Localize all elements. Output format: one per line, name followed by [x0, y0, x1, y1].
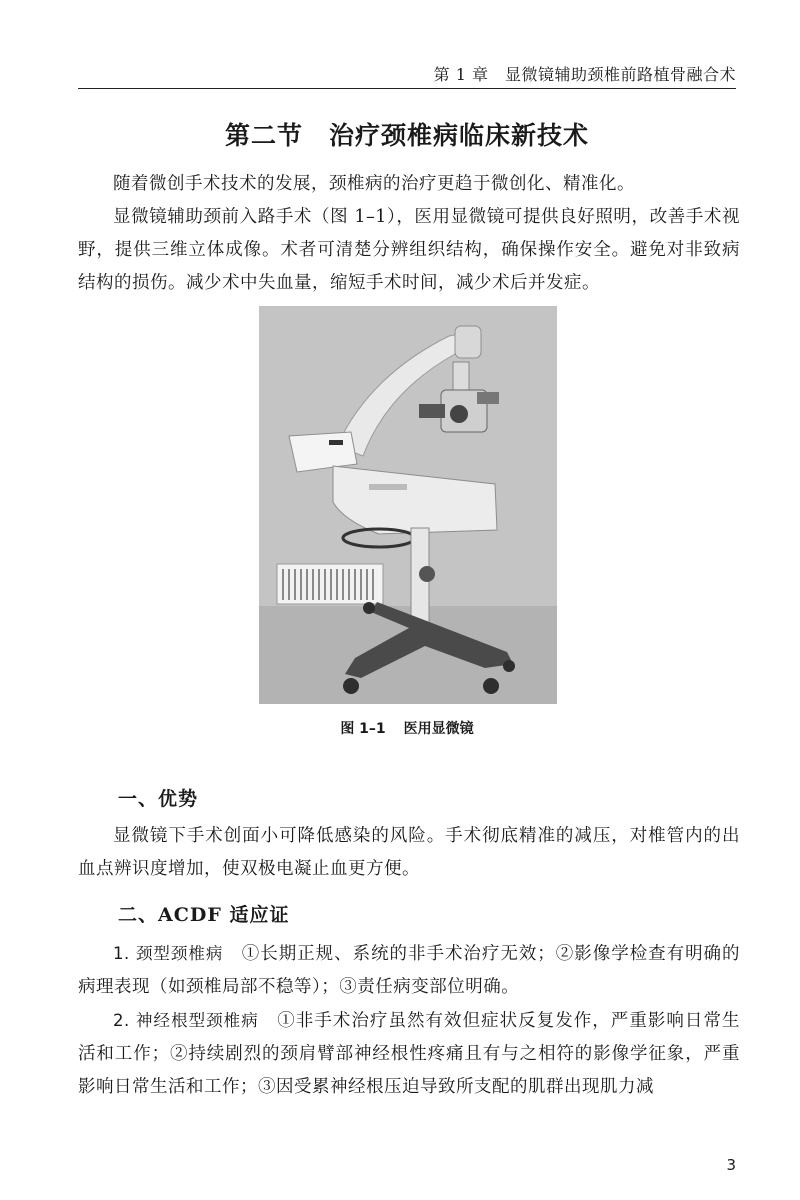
advantages-paragraph: 显微镜下手术创面小可降低感染的风险。手术彻底精准的减压，对椎管内的出血点辨识度增加，使双极电凝止血更方便。: [78, 826, 740, 879]
running-header-title: 第 1 章 显微镜辅助颈椎前路植骨融合术: [433, 65, 736, 84]
intro-paragraph-2: 显微镜辅助颈前入路手术（图 1–1），医用显微镜可提供良好照明，改善手术视野，提供三维立体成像。术者可清楚分辨组织结构，确保操作安全。避免对非致病结构的损伤。减少术中失血量，缩短手术时间，减少术后并发症。: [78, 207, 740, 293]
running-header: [78, 64, 736, 89]
indications-heading: [118, 900, 289, 927]
figure-number: 图 1–1: [340, 721, 386, 737]
advantages-heading: 一、优势: [118, 788, 199, 810]
microscope-photo: [259, 306, 557, 704]
indications-heading-acronym: ACDF: [158, 904, 222, 926]
advantages-text: [78, 820, 740, 886]
figure-caption: [78, 718, 736, 738]
indication-item-2: [78, 1004, 740, 1104]
intro-paragraph-1: 随着微创手术技术的发展，颈椎病的治疗更趋于微创化、精准化。: [113, 174, 635, 194]
indications-heading-suffix: 适应证: [221, 904, 290, 926]
indication-item-1-label: 1. 颈型颈椎病: [113, 944, 224, 963]
indications-heading-prefix: 二、: [118, 904, 159, 926]
figure-caption-text: 医用显微镜: [403, 721, 474, 737]
indications-list: [78, 937, 740, 1104]
indication-item-2-text: ①非手术治疗虽然有效但症状反复发作，严重影响日常生活和工作；②持续剧烈的颈肩臂部神经根性疼痛且有与之相符的影像学征象，严重影响日常生活和工作；③因受累神经根压迫导致所支配的肌群出现肌力减: [78, 1011, 740, 1097]
intro-text: [78, 168, 740, 300]
indication-item-2-label: 2. 神经根型颈椎病: [113, 1011, 259, 1030]
indication-item-1-text: ①长期正规、系统的非手术治疗无效；②影像学检查有明确的病理表现（如颈椎局部不稳等）；③责任病变部位明确。: [78, 944, 741, 997]
section-title: 第二节 治疗颈椎病临床新技术: [224, 121, 589, 150]
indication-item-1: [78, 937, 740, 1004]
page-number: 3: [726, 1156, 736, 1174]
